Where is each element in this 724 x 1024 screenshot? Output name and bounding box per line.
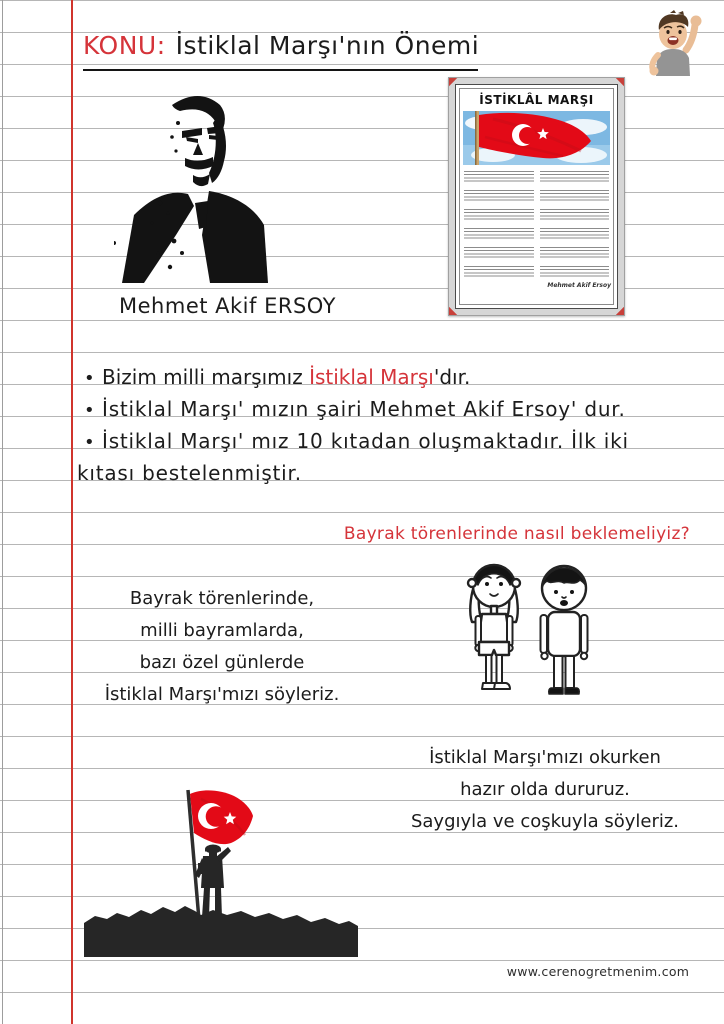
when-line-1: Bayrak törenlerinde, [129, 588, 315, 609]
portrait-caption: Mehmet Akif ERSOY [119, 294, 336, 318]
how-we-stand-paragraph [380, 742, 710, 838]
fact-item-2 [84, 396, 626, 424]
bullet-icon: • [84, 368, 95, 389]
when-we-sing-paragraph [62, 583, 382, 711]
fact-item-3 [84, 428, 629, 456]
istiklal-marsi-poster [448, 77, 625, 316]
topic-title: İstiklal Marşı'nın Önemi [175, 31, 480, 60]
fact-3-text-line-2: kıtası bestelenmiştir. [77, 461, 302, 485]
children-standing-illustration [452, 556, 607, 712]
flag-ceremony-question: Bayrak törenlerinde nasıl beklemeliyiz? [343, 524, 690, 544]
when-line-3: bazı özel günlerde [139, 652, 305, 673]
turkish-flag-photo [463, 111, 610, 165]
fact-item-1 [84, 364, 470, 392]
when-line-4: İstiklal Marşı'mızı söyleriz. [104, 684, 340, 705]
website-url: www.cerenogretmenim.com [506, 964, 690, 979]
poster-title: İSTİKLÂL MARŞI [479, 93, 594, 107]
bullet-icon: • [84, 432, 96, 453]
verse-column-left [464, 171, 534, 285]
poster-inner-border [459, 88, 614, 305]
mehmet-akif-ersoy-portrait [114, 93, 282, 285]
how-line-2: hazır olda dururuz. [460, 779, 630, 800]
fact-1-suffix: 'dır. [433, 365, 471, 389]
fact-1-text: Bizim milli marşımız [102, 365, 310, 389]
page-edge-line [2, 0, 3, 1024]
notebook-margin-line [71, 0, 73, 1024]
fact-2-text: İstiklal Marşı' mızın şairi Mehmet Akif Ersoy' dur. [102, 397, 626, 421]
how-line-3: Saygıyla ve coşkuyla söyleriz. [410, 811, 680, 832]
title-underline [83, 69, 478, 71]
verse-column-right [540, 171, 610, 285]
how-line-1: İstiklal Marşı'mızı okurken [429, 747, 661, 768]
soldier-flag-silhouette [83, 785, 363, 960]
fact-3-text-line-1: İstiklal Marşı' mız 10 kıtadan oluşmaktadır. İlk iki [102, 429, 629, 453]
poster-signature: Mehmet Akif Ersoy [547, 282, 611, 289]
when-line-2: milli bayramlarda, [140, 620, 304, 641]
topic-label: KONU: [83, 31, 166, 60]
fact-1-highlight: İstiklal Marşı [309, 365, 434, 389]
fact-item-3-wrap [77, 460, 302, 486]
page-title [83, 31, 643, 60]
cheering-person-avatar [640, 10, 712, 78]
anthem-verses [464, 171, 609, 285]
bullet-icon: • [84, 400, 96, 421]
poster-paper [455, 84, 618, 309]
